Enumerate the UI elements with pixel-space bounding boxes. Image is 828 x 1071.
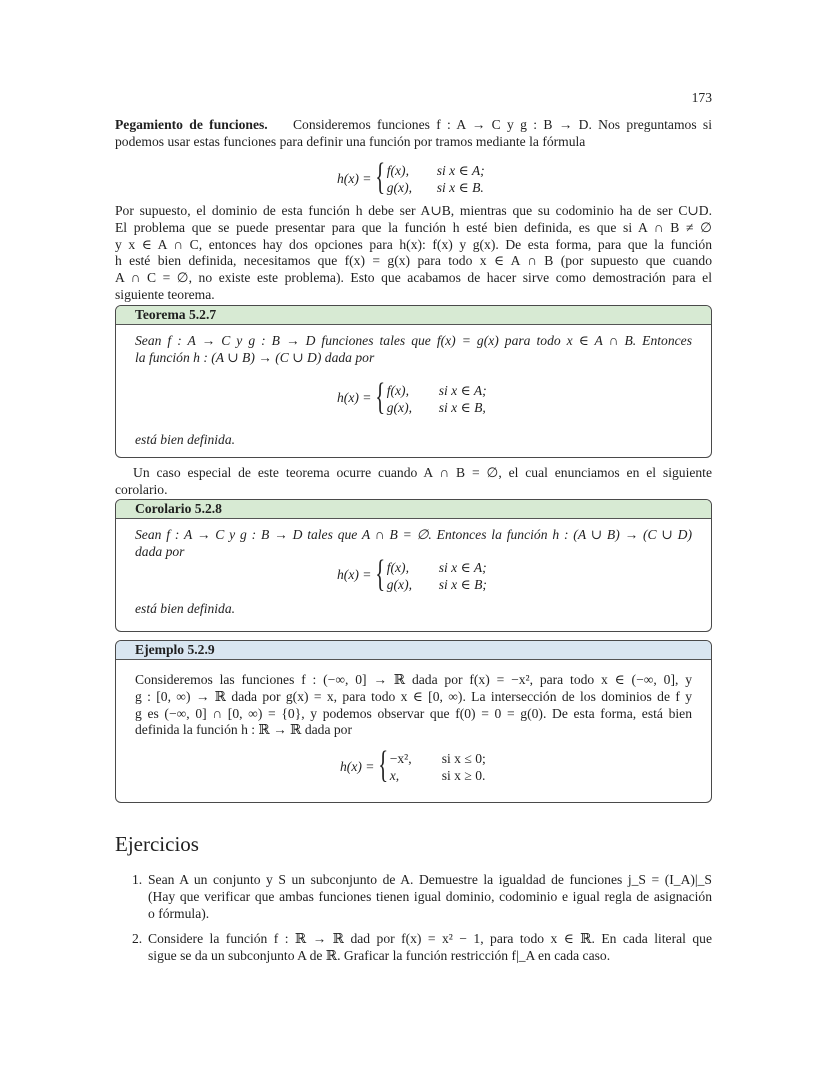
intro-paragraph [115, 117, 712, 151]
corollary-formula [337, 552, 692, 595]
corollary-line-1: Sean f : A → C y g : B → D tales que A ∩ B = ∅. Entonces la función h : (A ∪ B) → (C ∪ D) [135, 527, 692, 542]
text-line: sigue se da un subconjunto A de ℝ. Graficar la función restricción f|_A en cada caso. [148, 948, 611, 964]
corollary-box [115, 499, 712, 632]
formula-lhs: h(x) = [337, 567, 372, 583]
formula-case-value: −x², [389, 751, 412, 767]
exercise-list [115, 872, 712, 974]
example-line-3: g es (−∞, 0] ∩ [0, ∞) = {0}, y podemos observar que f(0) = 0 = g(0). De esta forma, está bien [135, 705, 692, 721]
example-title: Ejemplo 5.2.9 [116, 641, 711, 660]
formula-case-condition: si x ∈ A; [436, 163, 485, 178]
exercise-number: 2. [132, 931, 143, 947]
text-line: h esté bien definida, necesitamos que f(x) = g(x) para todo x ∈ A ∩ B (por supuesto que cuando [115, 253, 712, 269]
theorem-formula [337, 375, 692, 418]
formula-case-condition: si x ∈ B, [438, 399, 486, 415]
text-line: Sean A un conjunto y S un subconjunto de A. Demuestre la igualdad de funciones j_S = (I_A)|_S [148, 872, 712, 887]
theorem-line-2: la función h : (A ∪ B) → (C ∪ D) dada por [135, 349, 375, 365]
formula-case-condition: si x ≥ 0. [441, 768, 486, 784]
exercise-item [115, 931, 712, 965]
run-in-title: Pegamiento de funciones. [115, 117, 268, 132]
left-brace: { [375, 156, 386, 198]
formula-case-value: f(x), [386, 163, 409, 178]
formula-case-condition: si x ∈ A; [438, 382, 487, 398]
page-number: 173 [691, 90, 712, 105]
intro-line-1: Consideremos funciones f : A → C y g : B → D. Nos preguntamos si [292, 117, 712, 132]
corollary-closing: está bien definida. [135, 600, 236, 616]
theorem-line-1: Sean f : A → C y g : B → D funciones tales que f(x) = g(x) para todo x ∈ A ∩ B. Entonces [135, 333, 692, 348]
formula-case-condition: si x ∈ B; [438, 576, 487, 592]
example-formula [340, 744, 692, 787]
corollary-title: Corolario 5.2.8 [116, 500, 711, 519]
text-line: A ∩ C = ∅, no existe este problema). Esto que acabamos de hacer sirve como demostración para el [115, 270, 712, 286]
explanation-paragraph [115, 203, 712, 304]
left-brace: { [375, 375, 386, 418]
formula-case-condition: si x ∈ B. [436, 180, 484, 195]
text-line: El problema que se puede presentar para que la función h esté bien definida, es que si A ∩ B ≠ ∅ [115, 219, 712, 235]
text-line: o fórmula). [148, 905, 210, 921]
formula-case-condition: si x ≤ 0; [441, 751, 486, 767]
example-line-4: definida la función h : ℝ → ℝ dada por [135, 722, 353, 738]
exercise-item [115, 872, 712, 922]
formula-case-value: f(x), [386, 382, 409, 398]
text-line: y x ∈ A ∩ C, entonces hay dos opciones para h(x): f(x) y g(x). De esta forma, para que la función [115, 236, 712, 252]
example-box [115, 640, 712, 803]
corollary-intro-paragraph [115, 465, 712, 499]
formula-case-value: f(x), [386, 559, 409, 575]
formula-case-value: g(x), [386, 576, 413, 592]
text-line: Un caso especial de este teorema ocurre cuando A ∩ B = ∅, el cual enunciamos en el siguiente [133, 465, 712, 480]
theorem-title: Teorema 5.2.7 [116, 306, 711, 325]
left-brace: { [378, 744, 389, 787]
section-heading-exercises: Ejercicios [115, 832, 199, 856]
formula-case-condition: si x ∈ A; [438, 559, 487, 575]
formula-lhs: h(x) = [337, 170, 372, 186]
formula-lhs: h(x) = [337, 390, 372, 406]
text-line: Por supuesto, el dominio de esta función h debe ser A∪B, mientras que su codominio ha de ser C∪D. [115, 203, 712, 218]
formula-case-value: x, [389, 768, 400, 784]
text-line: siguiente teorema. [115, 286, 215, 302]
intro-line-2: podemos usar estas funciones para definir una función por tramos mediante la fórmula [115, 133, 586, 149]
theorem-box [115, 305, 712, 458]
example-line-1: Consideremos las funciones f : (−∞, 0] → ℝ dada por f(x) = −x², para todo x ∈ (−∞, 0], y [135, 672, 692, 687]
formula-lhs: h(x) = [340, 758, 375, 774]
left-brace: { [375, 552, 386, 595]
text-line: corolario. [115, 481, 168, 497]
theorem-closing: está bien definida. [135, 431, 236, 447]
exercise-number: 1. [132, 872, 143, 887]
piecewise-formula-h [337, 156, 485, 198]
example-line-2: g : [0, ∞) → ℝ dada por g(x) = x, para todo x ∈ [0, ∞). La intersección de los dominios de f y [135, 688, 692, 704]
text-line: (Hay que verificar que ambas funciones tienen igual dominio, codominio e igual regla de asignación [148, 888, 712, 904]
corollary-line-2: dada por [135, 543, 185, 559]
text-line: Considere la función f : ℝ → ℝ dad por f(x) = x² − 1, para todo x ∈ ℝ. En cada literal que [148, 931, 712, 947]
formula-case-value: g(x), [386, 180, 413, 195]
formula-case-value: g(x), [386, 399, 413, 415]
